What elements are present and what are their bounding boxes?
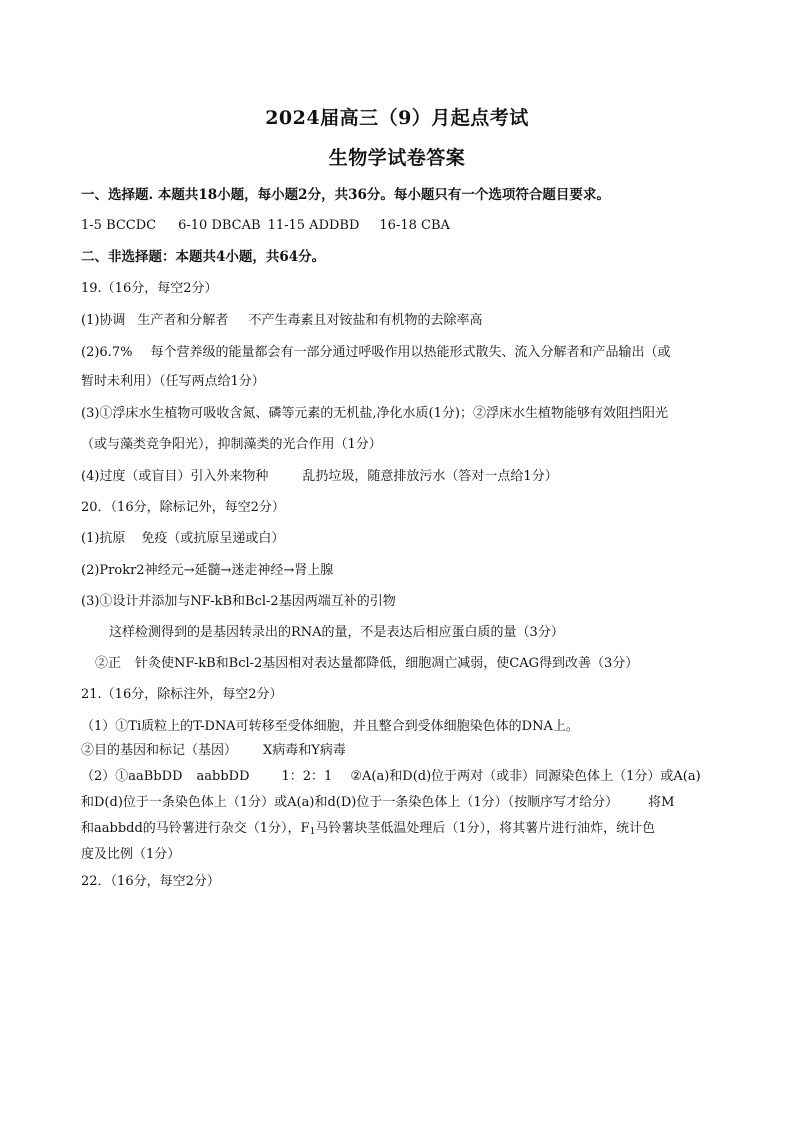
q21-part2-line2: 和D(d)位于一条染色体上（1分）或A(a)和d(D)位于一条染色体上（1分）（按顺序写才给分） 将M [81,795,675,810]
q20-part2: (2)Prokr2神经元→延髓→迷走神经→肾上腺 [81,563,334,578]
answer-group-4: 16-18 CBA [379,218,450,233]
q20-part3-line1: (3)①设计并添加与NF-kB和Bcl-2基因两端互补的引物 [81,594,396,609]
q19-heading: 19.（16分，每空2分） [81,281,218,296]
q19-part2-line2: 暂时未利用）（任写两点给1分） [81,374,265,389]
q20-part3-line3: ②正 针灸使NF-kB和Bcl-2基因相对表达量都降低，细胞凋亡减弱，使CAG得到改善（3分） [95,656,639,671]
q19-part3-line2: （或与藻类竞争阳光），抑制藻类的光合作用（1分） [81,437,382,452]
answer-group-3: 11-15 ADDBD [267,218,360,233]
q19-part1: (1)协调 生产者和分解者 不产生毒素且对铵盐和有机物的去除率高 [81,313,483,328]
q21-part2-line3: 和aabbdd的马铃薯进行杂交（1分），$F_1$马铃薯块茎低温处理后（1分），将其薯片进行油炸，统计色 [81,821,656,837]
q21-part2-line1: （2）①aaBbDD aabbDD 1：2：1 ②A(a)和D(d)位于两对（或非）同源染色体上（1分）或A(a) [81,769,701,784]
q22-heading: 22．（16分，每空2分） [81,874,220,889]
q20-heading: 20．（16分，除标记外，每空2分） [81,500,285,515]
answer-group-1: 1-5 BCCDC [81,218,157,233]
page-title: 2024届高三（9）月起点考试 [265,107,529,129]
q20-part1: (1)抗原 免疫（或抗原呈递或白） [81,531,285,546]
q19-part2-line1: (2)6.7% 每个营养级的能量都会有一部分通过呼吸作用以热能形式散失、流入分解者和产品输出（或 [81,345,671,360]
section2-heading: 二、非选择题：本题共4小题，共64分。 [81,249,326,265]
q19-part3-line1: (3)①浮床水生植物可吸收含氮、磷等元素的无机盐,净化水质(1分)；②浮床水生植物能够有效阻挡阳光 [81,406,668,421]
q21-part1-line1: （1）①Ti质粒上的T-DNA可转移至受体细胞，并且整合到受体细胞染色体的DNA上。 [81,719,579,734]
q20-part3-line2: 这样检测得到的是基因转录出的RNA的量，不是表达后相应蛋白质的量（3分） [109,625,564,640]
section1-answers [81,218,450,234]
q19-part4: (4)过度（或盲目）引入外来物种 乱扔垃圾，随意排放污水（答对一点给1分） [81,469,558,484]
q21-part2-line4: 度及比例（1分） [81,847,181,862]
section1-heading: 一、选择题. 本题共18小题，每小题2分，共36分。每小题只有一个选项符合题目要求。 [81,187,610,203]
answer-group-2: 6-10 DBCAB [178,218,261,233]
page-subtitle: 生物学试卷答案 [328,147,466,169]
q21-heading: 21.（16分，除标注外，每空2分） [81,687,283,702]
q21-part1-line2: ②目的基因和标记（基因） X病毒和Y病毒 [81,743,346,758]
